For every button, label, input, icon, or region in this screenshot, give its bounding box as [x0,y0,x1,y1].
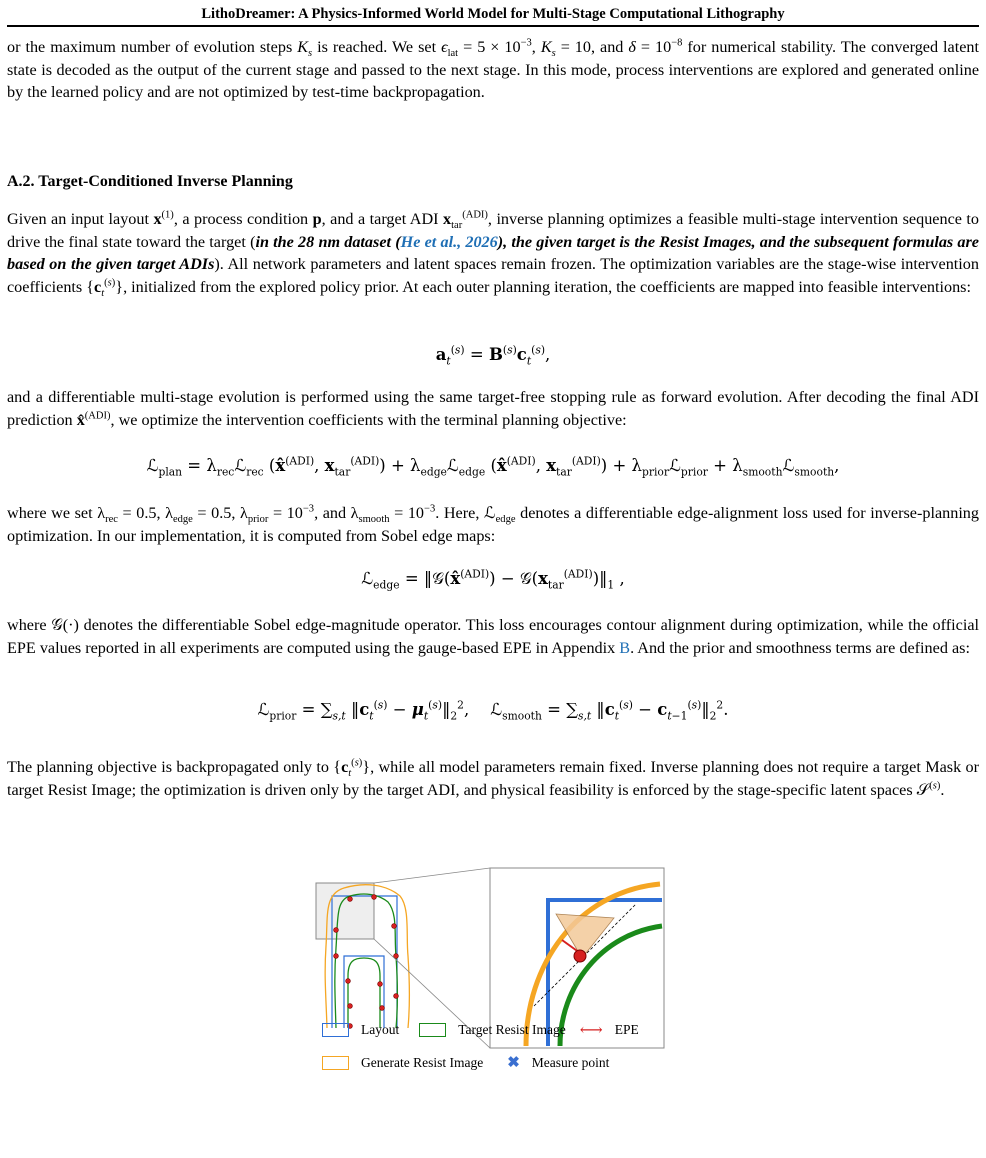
p2-bold-2: ), the given target is the Resist Images, and the subsequent formulas are based on the given target ADIs [7,232,979,273]
p2-text-b: , a process condition [173,210,313,228]
running-header: LithoDreamer: A Physics-Informed World Model for Multi-Stage Computational Lithography [201,6,785,22]
p1-text-d: for numerical [682,38,776,56]
appendix-link[interactable]: B [619,638,631,657]
p1-text-b: is reached. We set [312,38,442,56]
legend-epe [580,1020,639,1040]
legend-generate [322,1055,483,1071]
p2-bold-1: in the 28 nm dataset ( [255,232,401,251]
target-swatch [419,1023,446,1037]
equation-prior-smooth: ℒ$_{prior}$ = $\sum_{s,t}$ $‖c_t^{(s)}$ − $\mu_t^{(s)}‖_2^2$, ℒ$_{smooth}$ = $\sum_{s,t}$ $‖c_t^{(s)}$ − $c_{t-1}^{(s)}‖_2^2$. [257,698,729,723]
p2-text-f: , initialized from the explored policy prior. At each outer planning iteration, the coefficients are mapped into feasible interventions: [123,277,971,296]
legend-row-2 [322,1053,623,1072]
zoom-region-box [316,883,374,939]
legend-measure-label: Measure point [531,1054,610,1070]
paragraph-1: or the maximum number of evolution steps $K_s$ is reached. We set $\epsilon_{lat} = 5 \times 10^{-3}$, $K_s = 10$, and $\delta = 10^{-8}$ for numerical stability. The converged latent state is decoded as the output of the current stage and passed to the next stage. In this mode, process interventions are explored and generated online by the learned policy and are not optimized by test-time backpropagation. [7,37,979,101]
p4-text-c: denotes a differentiable edge-alignment loss used for inverse-planning optimization. In our implementation, it is computed from Sobel edge maps: [7,504,979,545]
p1-text-a: or the maximum number of evolution steps [7,38,298,56]
paragraph-4: where we set $\lambda_{rec} = 0.5$, $\lambda_{edge} = 0.5$, $\lambda_{prior} = 10^{-3}$, and $\lambda_{smooth} = 10^{-3}$. Here, ℒ$_{edge}$ denotes a differentiable edge-alignment loss used for inverse-planning optimization. In our implementation, it is computed from Sobel edge maps: [7,503,979,545]
p6-text-b: , while all model parameters remain fixed. Inverse planning does not require a target Mask or target Resist Image; the optimization is driven only by the target ADI, and physical feasibility is enforced by the stage-specific latent spaces [7,758,980,799]
p6-text-a: The planning objective is backpropagated only to [7,758,334,776]
p4-text-b: . Here, [435,504,484,522]
p2-text-d: , inverse planning optimizes a feasible multi-stage intervention sequence to drive the final state toward the target ( [7,210,979,251]
legend-target [419,1022,566,1038]
section-heading [7,173,293,191]
legend-generate-label: Generate Resist Image [361,1054,484,1070]
section-number: A.2. [7,173,35,190]
legend-layout [322,1022,399,1038]
section-title: Target-Conditioned Inverse Planning [38,173,293,190]
legend-epe-label: EPE [614,1022,639,1037]
paragraph-6: The planning objective is backpropagated only to $\{c_t^{(s)}\}$, while all model parameters remain fixed. Inverse planning does not require a target Mask or target Resist Image; the optimization is driven only by the target ADI, and physical feasibility is enforced by the stage-specific latent spaces 𝒮$^{(s)}$. [7,757,980,799]
legend-target-label: Target Resist Image [458,1022,566,1037]
p1-text-rest: stability. The converged latent state is decoded as the output of the current stage and passed to the next stage. In this mode, process interventions are explored and generated online by the learned policy and are not optimized by test-time backpropagation. [7,38,979,101]
paragraph-2: Given an input layout $x^{(1)}$, a process condition p, and a target ADI $x_{tar}^{(ADI)}$, inverse planning optimizes a feasible multi-stage intervention sequence to drive the final state toward the target (in the 28 nm dataset (He et al., 2026), the given target is the Resist Images, and the subsequent formulas are based on the given target ADIs). All network parameters and latent spaces remain frozen. The optimization variables are the stage-wise intervention coefficients $\{c_t^{(s)}\}$, initialized from the explored policy prior. At each outer planning iteration, the coefficients are mapped into feasible interventions: [7,209,979,299]
equation-intervention: $a_t^{(s)} = B^{(s)}c_t^{(s)}$, [435,343,551,368]
p2-text-c: , and a target ADI [321,210,444,228]
p3-text-a: and a differentiable multi-stage evolution is performed using the same target-free stopping rule as forward evolution. After decoding the final ADI prediction [7,388,979,429]
legend-row-1 [322,1020,653,1040]
header-rule [7,25,979,27]
p5-text-c: . And the prior and smoothness terms are defined as: [630,638,970,657]
p1-text-c: , and [591,38,629,56]
paragraph-3: and a differentiable multi-stage evolution is performed using the same target-free stopping rule as forward evolution. After decoding the final ADI prediction x̂$^{(ADI)}$, we optimize the intervention coefficients with the terminal planning objective: [7,388,979,429]
legend-measure [507,1053,609,1072]
p5-text-b: denotes the differentiable Sobel edge-magnitude operator. This loss encourages contour alignment during optimization, while the official EPE values reported in all experiments are computed using the gauge-based EPE in Appendix [7,616,979,657]
measure-point-icon: ✖ [507,1055,520,1071]
paragraph-5: where 𝒢(·) denotes the differentiable Sobel edge-magnitude operator. This loss encourages contour alignment during optimization, while the official EPE values reported in all experiments are computed using the gauge-based EPE in Appendix B. And the prior and smoothness terms are defined as: [7,616,979,657]
p4-text-a: where we set [7,504,98,522]
p3-text-b: , we optimize the intervention coefficients with the terminal planning objective: [110,410,627,429]
equation-edge-loss: ℒ$_{edge}$ = ‖𝒢(x̂$^{(ADI)}$) − $𝒢(x_{tar}^{(ADI)})‖_1$ , [361,567,625,592]
legend-layout-label: Layout [361,1022,400,1037]
p2-text-e: ). All network parameters and latent spaces remain frozen. The optimization variables are the stage-wise intervention coefficients [7,255,979,296]
p2-text-a: Given an input layout [7,210,154,228]
p6-text-c: . [940,780,945,799]
generate-swatch [322,1056,349,1070]
measure-point [574,950,586,962]
epe-arrow-icon: ⟷ [579,1022,603,1039]
p5-text-a: where [7,616,52,634]
layout-swatch [322,1023,349,1037]
citation-link[interactable]: He et al., 2026 [400,232,498,251]
equation-plan-loss: ℒ$_{plan}$ = $\lambda_{rec}ℒ_{rec}$ (x̂$^{(ADI)}$, $x_{tar}^{(ADI)}$) + $\lambda_{edge}ℒ_{edge}$ (x̂$^{(ADI)}$, $x_{tar}^{(ADI)}$) + $\lambda_{prior}ℒ_{prior}$ + $\lambda_{smooth}ℒ_{smooth}$, [146,454,840,479]
